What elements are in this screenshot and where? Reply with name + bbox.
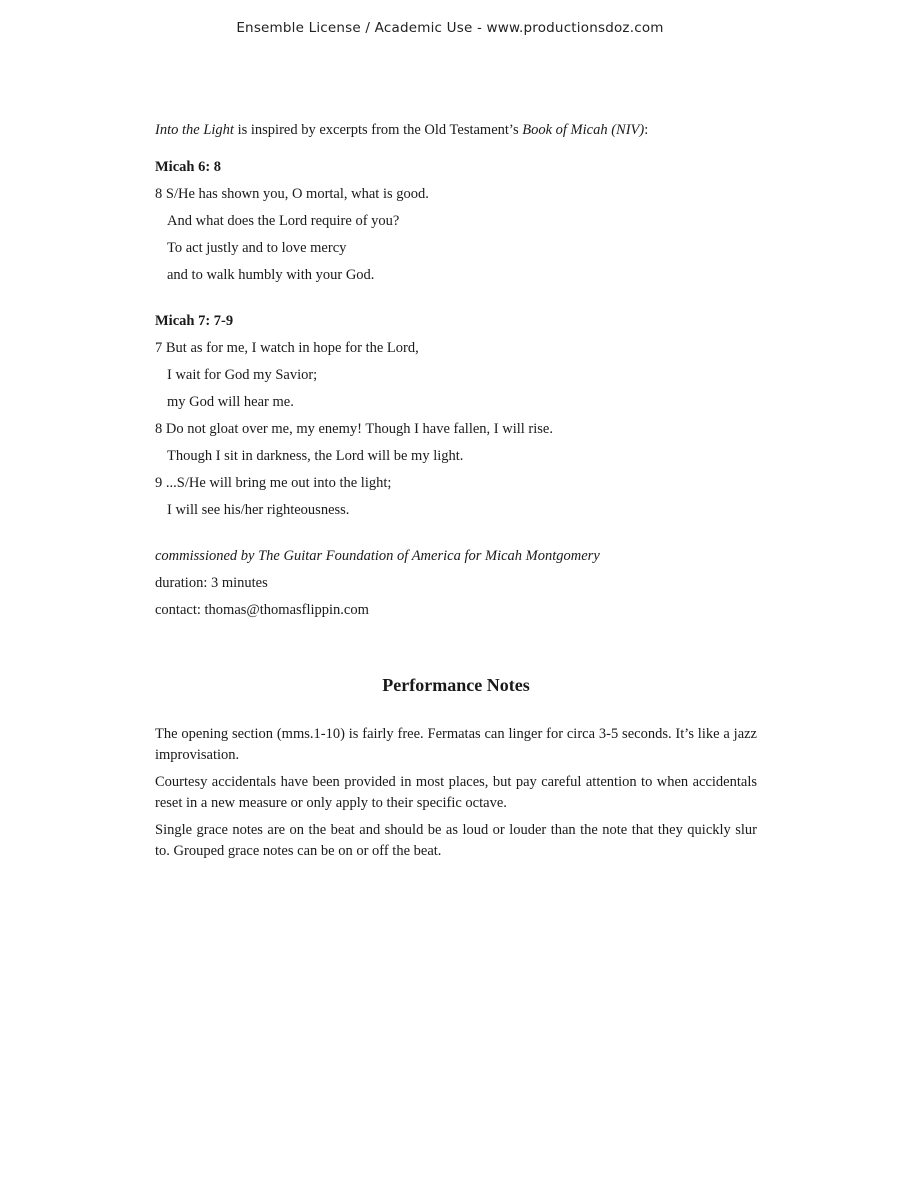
verse-line: I will see his/her righteousness. <box>167 502 350 518</box>
license-header: Ensemble License / Academic Use - www.productionsdoz.com <box>236 20 664 36</box>
commission-credit <box>155 546 757 573</box>
verse-line: 8 S/He has shown you, O mortal, what is good. <box>155 186 429 202</box>
intro-line <box>155 120 757 147</box>
verse-line: To act justly and to love mercy <box>167 240 347 256</box>
verse-line: my God will hear me. <box>167 394 294 410</box>
note-paragraph: Single grace notes are on the beat and should be as loud or louder than the note that they quickly slur to. Grouped grace notes can be on or off the beat. <box>155 822 757 859</box>
commission-text: commissioned by The Guitar Foundation of America for Micah Montgomery <box>155 548 600 564</box>
book-title: Book of Micah (NIV) <box>522 122 645 138</box>
performance-notes-title: Performance Notes <box>382 675 530 695</box>
document-body <box>155 120 757 868</box>
verse-line: 7 But as for me, I watch in hope for the Lord, <box>155 340 419 356</box>
micah7-heading: Micah 7: 7-9 <box>155 313 234 329</box>
note-paragraph: Courtesy accidentals have been provided in most places, but pay careful attention to when accidentals reset in a new measure or only apply to their specific octave. <box>155 774 757 811</box>
duration-text: duration: 3 minutes <box>155 575 268 591</box>
piece-title: Into the Light <box>155 122 234 138</box>
intro-colon: : <box>644 122 649 138</box>
intro-text: is inspired by excerpts from the Old Testament’s <box>233 122 523 138</box>
verse-line: Though I sit in darkness, the Lord will be my light. <box>167 448 464 464</box>
micah6-heading: Micah 6: 8 <box>155 159 222 175</box>
verse-line: 8 Do not gloat over me, my enemy! Though I have fallen, I will rise. <box>155 421 553 437</box>
verse-line: and to walk humbly with your God. <box>167 267 375 283</box>
contact-text: contact: thomas@thomasflippin.com <box>155 602 369 618</box>
note-paragraph: The opening section (mms.1-10) is fairly free. Fermatas can linger for circa 3-5 seconds. It’s like a jazz improvisation. <box>155 726 757 763</box>
verse-line: I wait for God my Savior; <box>167 367 318 383</box>
verse-line: And what does the Lord require of you? <box>167 213 400 229</box>
verse-line: 9 ...S/He will bring me out into the light; <box>155 475 392 491</box>
